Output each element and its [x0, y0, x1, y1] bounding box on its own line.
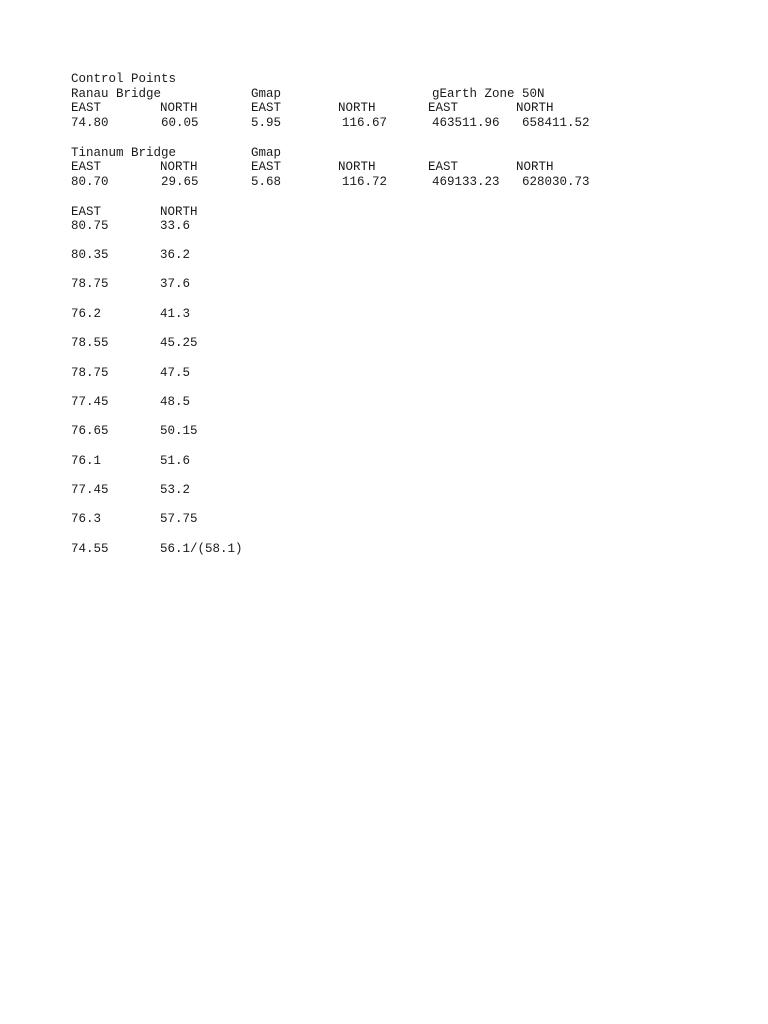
- point-east: 76.65: [71, 424, 109, 438]
- ranau-value-north: 60.05: [161, 116, 199, 130]
- point-north: 41.3: [160, 307, 191, 321]
- ranau-gearth-value-east: 463511.96: [432, 116, 500, 130]
- ranau-gmap-label: Gmap: [251, 87, 282, 101]
- tinanum-gmap-label: Gmap: [251, 146, 282, 160]
- tinanum-header-east: EAST: [71, 160, 102, 174]
- point-east: 74.55: [71, 542, 109, 556]
- points-header-east: EAST: [71, 205, 102, 219]
- point-north: 50.15: [160, 424, 198, 438]
- point-east: 78.55: [71, 336, 109, 350]
- ranau-bridge-label: Ranau Bridge: [71, 87, 162, 101]
- ranau-gearth-label: gEarth Zone 50N: [432, 87, 545, 101]
- point-east: 80.75: [71, 219, 109, 233]
- point-east: 78.75: [71, 366, 109, 380]
- point-east: 80.35: [71, 248, 109, 262]
- tinanum-gmap-value-east: 5.68: [251, 175, 282, 189]
- ranau-gmap-value-north: 116.67: [342, 116, 388, 130]
- point-east: 76.2: [71, 307, 102, 321]
- ranau-header-north: NORTH: [160, 101, 198, 115]
- ranau-gmap-value-east: 5.95: [251, 116, 282, 130]
- ranau-gmap-header-east: EAST: [251, 101, 282, 115]
- tinanum-value-east: 80.70: [71, 175, 109, 189]
- point-east: 77.45: [71, 395, 109, 409]
- tinanum-bridge-label: Tinanum Bridge: [71, 146, 177, 160]
- points-header-north: NORTH: [160, 205, 198, 219]
- point-east: 76.1: [71, 454, 102, 468]
- point-north: 56.1/(58.1): [160, 542, 243, 556]
- point-north: 51.6: [160, 454, 191, 468]
- point-north: 53.2: [160, 483, 191, 497]
- point-east: 77.45: [71, 483, 109, 497]
- point-north: 37.6: [160, 277, 191, 291]
- ranau-gearth-header-north: NORTH: [516, 101, 554, 115]
- point-north: 57.75: [160, 512, 198, 526]
- document-title: Control Points: [71, 72, 177, 86]
- ranau-gearth-header-east: EAST: [428, 101, 459, 115]
- tinanum-gmap-header-east: EAST: [251, 160, 282, 174]
- tinanum-gmap-value-north: 116.72: [342, 175, 388, 189]
- point-north: 47.5: [160, 366, 191, 380]
- ranau-gearth-value-north: 658411.52: [522, 116, 590, 130]
- tinanum-gearth-value-north: 628030.73: [522, 175, 590, 189]
- tinanum-header-north: NORTH: [160, 160, 198, 174]
- point-north: 45.25: [160, 336, 198, 350]
- tinanum-value-north: 29.65: [161, 175, 199, 189]
- point-north: 33.6: [160, 219, 191, 233]
- point-north: 36.2: [160, 248, 191, 262]
- point-north: 48.5: [160, 395, 191, 409]
- ranau-value-east: 74.80: [71, 116, 109, 130]
- ranau-gmap-header-north: NORTH: [338, 101, 376, 115]
- tinanum-gearth-value-east: 469133.23: [432, 175, 500, 189]
- ranau-header-east: EAST: [71, 101, 102, 115]
- tinanum-gearth-header-east: EAST: [428, 160, 459, 174]
- tinanum-gearth-header-north: NORTH: [516, 160, 554, 174]
- tinanum-gmap-header-north: NORTH: [338, 160, 376, 174]
- point-east: 78.75: [71, 277, 109, 291]
- point-east: 76.3: [71, 512, 102, 526]
